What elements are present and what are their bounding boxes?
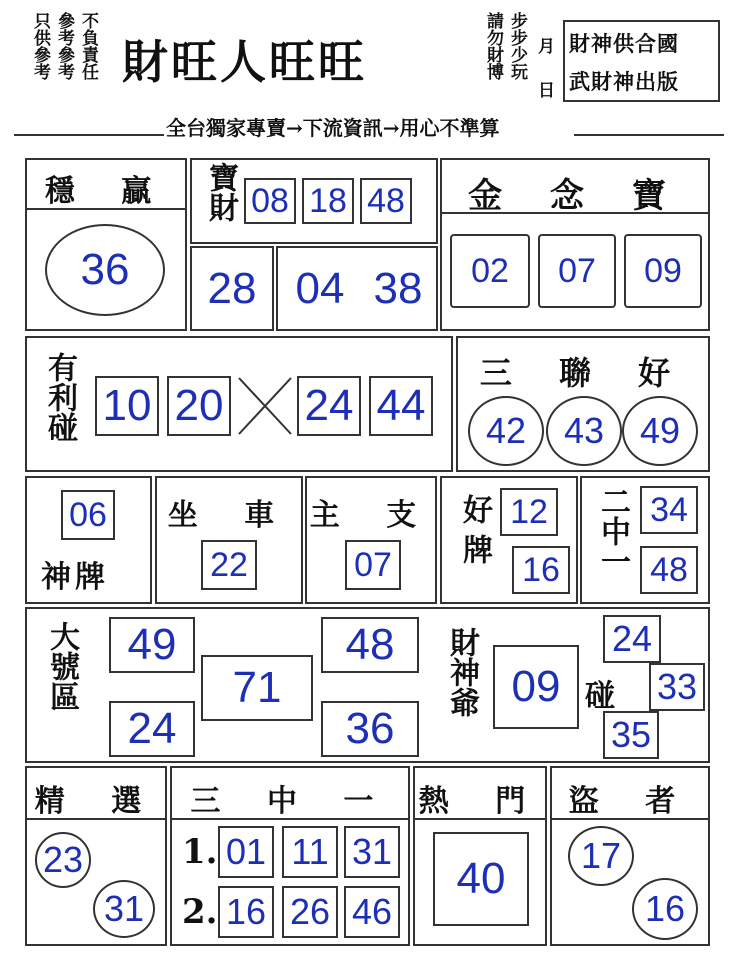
hao-pai-number-1: 12 xyxy=(500,488,558,536)
slogan: 全台獨家專賣→下流資訊→用心不準算 xyxy=(166,116,500,140)
divider xyxy=(172,818,408,820)
er-zhong-yi-panel xyxy=(580,476,710,604)
cai-shen-ye-peng-label: 碰 xyxy=(585,679,615,714)
san-zhong-yi-panel xyxy=(170,766,410,946)
cai-shen-ye-number: 09 xyxy=(493,645,579,729)
da-hao-qu-left-1: 49 xyxy=(109,617,195,673)
bao-cai-pair-2 xyxy=(276,246,438,331)
reminder xyxy=(482,12,562,104)
reminder-col-1: 請勿財博 xyxy=(483,12,503,80)
bao-cai-pair-number-2: 04 xyxy=(295,263,345,313)
you-li-peng-left-2: 20 xyxy=(167,376,231,436)
re-men-panel xyxy=(413,766,547,946)
cai-shen-ye-peng-number-3: 35 xyxy=(603,711,659,759)
er-zhong-yi-number-1: 34 xyxy=(640,486,698,534)
zuo-che-panel xyxy=(155,476,303,604)
shen-pai-number: 06 xyxy=(61,490,115,540)
san-zhong-yi-row-2-index: 2. xyxy=(182,892,218,932)
san-zhong-yi-row-1-number-3: 31 xyxy=(344,826,400,878)
wen-ying-number: 36 xyxy=(45,224,165,316)
disclaimer-col-1: 只供參考 xyxy=(30,12,50,80)
zhu-zhi-number: 07 xyxy=(345,540,401,590)
jin-nian-bao-number-1: 02 xyxy=(450,234,530,308)
reminder-col-2: 步步少玩 xyxy=(507,12,527,80)
jing-xuan-number-1: 23 xyxy=(35,832,91,888)
jing-xuan-label: 精 選 xyxy=(34,784,160,819)
slogan-line-right xyxy=(574,134,724,136)
dao-zhe-number-1: 17 xyxy=(568,826,634,886)
jing-xuan-number-2: 31 xyxy=(93,880,155,938)
publisher-box xyxy=(563,20,720,102)
disclaimer xyxy=(24,12,99,104)
bao-cai-pair-number-1: 28 xyxy=(207,263,257,313)
reminder-month: 月 xyxy=(538,37,555,57)
san-lian-hao-number-3: 49 xyxy=(622,396,698,466)
hao-pai-panel xyxy=(440,476,578,604)
dao-zhe-label: 盜 者 xyxy=(568,784,694,819)
san-lian-hao-panel xyxy=(456,336,710,472)
hao-pai-label: 好牌 xyxy=(457,494,492,574)
you-li-peng-panel xyxy=(25,336,453,472)
cai-shen-ye-peng-number-2: 33 xyxy=(649,663,705,711)
san-lian-hao-number-2: 43 xyxy=(546,396,622,466)
san-zhong-yi-row-1-number-1: 01 xyxy=(218,826,274,878)
zuo-che-label: 坐 車 xyxy=(167,498,293,533)
san-zhong-yi-row-1-index: 1. xyxy=(182,832,218,872)
re-men-number: 40 xyxy=(433,832,529,926)
bao-cai-number-1: 08 xyxy=(244,178,296,224)
disclaimer-col-2: 參考參考 xyxy=(54,12,74,80)
you-li-peng-right-1: 24 xyxy=(297,376,361,436)
san-lian-hao-label: 三 聯 好 xyxy=(479,354,689,392)
you-li-peng-label: 有利碰 xyxy=(42,352,77,442)
page-title: 財旺人旺旺 xyxy=(122,35,367,89)
bao-cai-pair-1 xyxy=(190,246,274,331)
divider xyxy=(27,208,185,210)
bao-cai-number-2: 18 xyxy=(302,178,354,224)
san-zhong-yi-label: 三 中 一 xyxy=(190,784,392,819)
disclaimer-col-3: 不負責任 xyxy=(78,12,98,80)
you-li-peng-right-2: 44 xyxy=(369,376,433,436)
san-zhong-yi-row-2-number-2: 26 xyxy=(282,886,338,938)
da-hao-qu-panel xyxy=(25,607,710,763)
shen-pai-label: 神牌 xyxy=(41,560,109,595)
da-hao-qu-left-2: 24 xyxy=(109,701,195,757)
er-zhong-yi-label: 二中一 xyxy=(595,486,630,576)
wen-ying-label: 穩 贏 xyxy=(44,174,170,209)
reminder-day: 日 xyxy=(538,81,555,101)
da-hao-qu-right-2: 36 xyxy=(321,701,419,757)
divider xyxy=(552,818,708,820)
zhu-zhi-label: 主 支 xyxy=(309,498,435,533)
divider xyxy=(442,212,708,214)
er-zhong-yi-number-2: 48 xyxy=(640,546,698,594)
jin-nian-bao-number-3: 09 xyxy=(624,234,702,308)
hao-pai-number-2: 16 xyxy=(512,546,570,594)
re-men-label: 熱 門 xyxy=(418,784,544,819)
slogan-line-left xyxy=(14,134,164,136)
da-hao-qu-right-1: 48 xyxy=(321,617,419,673)
divider xyxy=(27,818,165,820)
shen-pai-panel xyxy=(25,476,152,604)
dao-zhe-panel xyxy=(550,766,710,946)
jin-nian-bao-label: 金 念 寶 xyxy=(468,176,684,216)
bao-cai-number-3: 48 xyxy=(360,178,412,224)
cross-icon xyxy=(235,374,295,438)
dao-zhe-number-2: 16 xyxy=(632,878,698,940)
jin-nian-bao-number-2: 07 xyxy=(538,234,616,308)
bao-cai-pair-number-3: 38 xyxy=(373,263,423,313)
divider xyxy=(415,818,545,820)
wen-ying-panel xyxy=(25,158,187,331)
san-zhong-yi-row-2-number-1: 16 xyxy=(218,886,274,938)
jin-nian-bao-panel xyxy=(440,158,710,331)
san-lian-hao-number-1: 42 xyxy=(468,396,544,466)
san-zhong-yi-row-1-number-2: 11 xyxy=(282,826,338,878)
zhu-zhi-panel xyxy=(305,476,437,604)
publisher-line-1: 財神供合國 xyxy=(569,31,679,56)
publisher-line-2: 武財神出版 xyxy=(569,69,679,94)
jing-xuan-panel xyxy=(25,766,167,946)
da-hao-qu-label: 大號區 xyxy=(44,621,79,711)
da-hao-qu-center: 71 xyxy=(201,655,313,721)
cai-shen-ye-peng-number-1: 24 xyxy=(603,615,661,663)
cai-shen-ye-label: 財神爺 xyxy=(444,627,479,717)
bao-cai-label: 寶財 xyxy=(203,162,238,222)
zuo-che-number: 22 xyxy=(201,540,257,590)
san-zhong-yi-row-2-number-3: 46 xyxy=(344,886,400,938)
you-li-peng-left-1: 10 xyxy=(95,376,159,436)
bao-cai-panel xyxy=(190,158,438,244)
